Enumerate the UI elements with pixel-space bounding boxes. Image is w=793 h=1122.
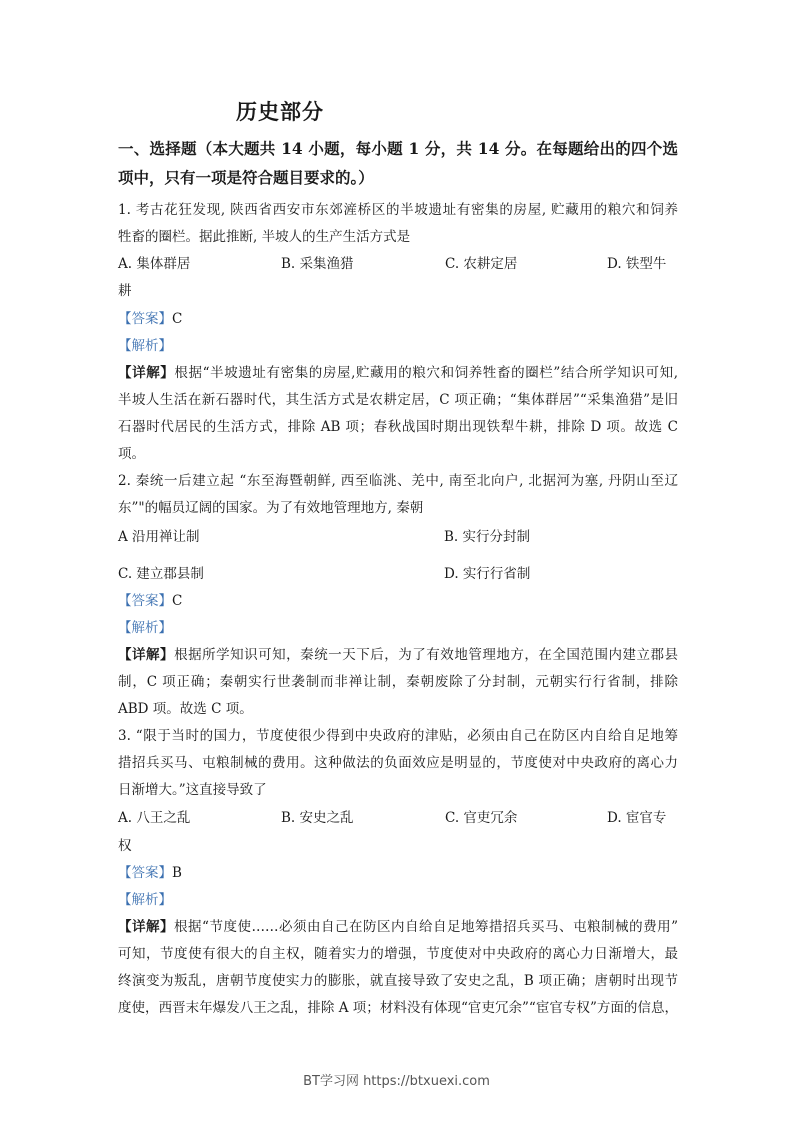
answer-value: B: [172, 865, 182, 881]
question-3-option-wrap: 权: [118, 838, 132, 854]
page-title: 历史部分: [236, 99, 324, 124]
question-2-option-c: C. 建立郡县制: [118, 566, 204, 582]
question-3-stem: 日渐增大。”这直接导致了: [118, 782, 267, 798]
detail-text: 根据所学知识可知，秦统一天下后，为了有效地管理地方，在全国范围内建立郡县: [174, 647, 679, 663]
analysis-label: 【解析】: [118, 892, 172, 908]
answer-value: C: [172, 593, 183, 609]
answer-row: [118, 591, 678, 611]
question-2-stem: 东”"的幅员辽阔的国家。为了有效地管理地方, 秦朝: [118, 500, 424, 516]
question-2-option-a: A 沿用禅让制: [118, 529, 200, 545]
analysis-label: 【解析】: [118, 620, 172, 636]
question-3-option-b: B. 安史之乱: [281, 810, 354, 826]
question-1-option-d: D. 铁型牛: [607, 256, 667, 272]
question-1-option-a: A. 集体群居: [118, 256, 191, 272]
detail-text: 根据“节度使……必须由自己在防区内自给自足地筹措招兵买马、屯粮制械的费用”: [174, 919, 679, 935]
question-1-stem: 牲畜的圈栏。据此推断, 半坡人的生产生活方式是: [118, 229, 411, 245]
analysis-label: 【解析】: [118, 338, 172, 354]
question-3-option-a: A. 八王之乱: [118, 810, 191, 826]
detail-line: 可知，节度使有很大的自主权，随着实力的增强，节度使对中央政府的离心力日渐增大，最: [118, 946, 678, 962]
detail-label: 【详解】: [118, 919, 175, 935]
question-1-stem: 1. 考古花狂发现, 陕西省西安市东郊滻桥区的半坡遗址有密集的房屋, 贮藏用的粮穴和饲养: [118, 202, 678, 218]
question-3-stem: 3. “限于当时的国力，节度使很少得到中央政府的津贴，必须由自己在防区内自给自足地筹: [118, 728, 678, 744]
detail-line: 终演变为叛乱，唐朝节度使实力的膨胀，就直接导致了安史之乱，B 项正确；唐朝时出现节: [118, 973, 678, 989]
detail-line: 度使，西晋末年爆发八王之乱，排除 A 项；材料没有体现“官吏冗余”“宦官专权”方面的信息，: [118, 1000, 678, 1016]
section-heading-line: 一、选择题（本大题共 14 小题，每小题 1 分，共 14 分。在每题给出的四个选: [118, 139, 678, 158]
detail-line: [118, 917, 678, 937]
question-2-option-d: D. 实行行省制: [444, 566, 531, 582]
answer-label: 【答案】: [118, 593, 172, 609]
answer-label: 【答案】: [118, 865, 172, 881]
answer-row: [118, 863, 678, 883]
detail-text: 根据“半坡遗址有密集的房屋,贮藏用的粮穴和饲养牲畜的圈栏”结合所学知识可知,: [174, 365, 678, 381]
answer-value: C: [172, 311, 183, 327]
question-3-option-d: D. 宦官专: [607, 810, 667, 826]
answer-label: 【答案】: [118, 311, 172, 327]
detail-line: 半坡人生活在新石器时代，其生活方式是农耕定居，C 项正确；“集体群居”“采集渔猎”是旧: [118, 392, 678, 408]
question-3-option-c: C. 官吏冗余: [445, 810, 518, 826]
detail-line: [118, 363, 678, 383]
detail-line: 石器时代居民的生活方式，排除 AB 项；春秋战国时期出现铁犁牛耕，排除 D 项。故选 C: [118, 419, 678, 435]
detail-line: ABD 项。故选 C 项。: [118, 701, 253, 717]
question-1-option-c: C. 农耕定居: [445, 256, 518, 272]
detail-line: [118, 645, 678, 665]
watermark-footer: BT学习网 https://btxuexi.com: [303, 1074, 490, 1089]
section-heading: [118, 134, 678, 192]
detail-label: 【详解】: [118, 647, 175, 663]
question-1-option-b: B. 采集渔猎: [281, 256, 354, 272]
answer-row: [118, 309, 678, 329]
detail-label: 【详解】: [118, 365, 175, 381]
detail-line: 项。: [118, 446, 145, 462]
question-2-option-b: B. 实行分封制: [444, 529, 531, 545]
detail-line: 制，C 项正确；秦朝实行世袭制而非禅让制，秦朝废除了分封制，元朝实行行省制，排除: [118, 674, 678, 690]
question-1-option-wrap: 耕: [118, 283, 132, 299]
section-heading-line: 项中，只有一项是符合题目要求的。）: [118, 168, 374, 187]
question-3-stem: 措招兵买马、屯粮制械的费用。这种做法的负面效应是明显的，节度使对中央政府的离心力: [118, 755, 678, 771]
question-2-stem: 2. 秦统一后建立起 “东至海暨朝鲜, 西至临洮、羌中, 南至北向户, 北据河为塞, 丹阴山至辽: [118, 473, 678, 489]
